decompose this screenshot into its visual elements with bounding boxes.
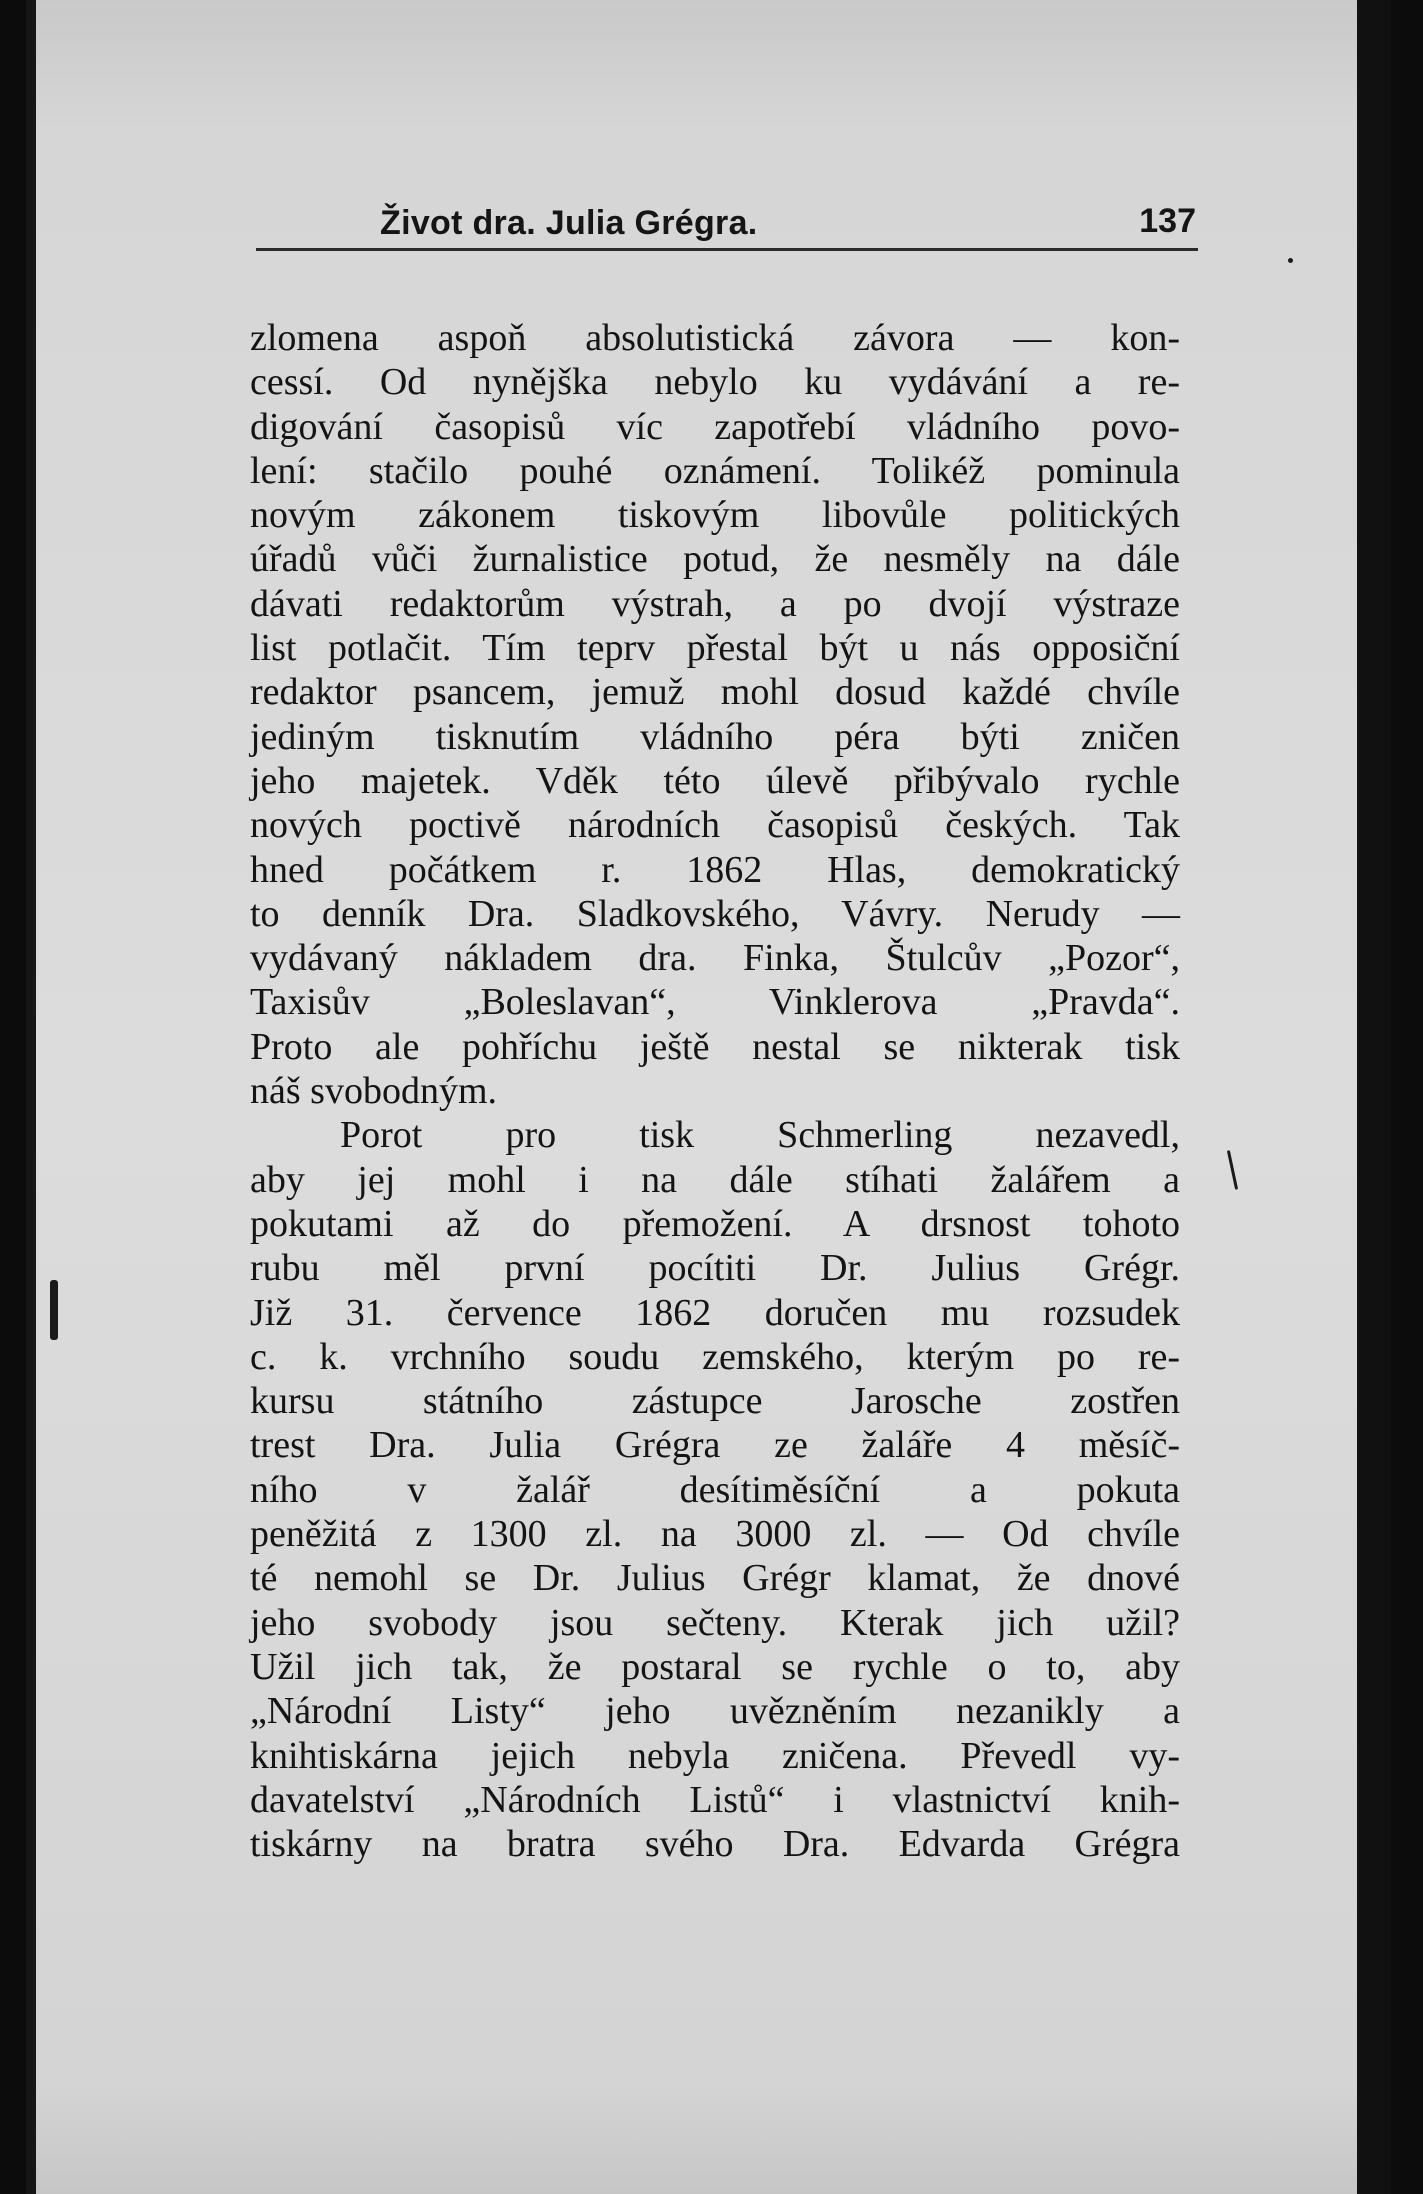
page-number: 137 bbox=[1139, 202, 1196, 240]
text-line: Užil jich tak, že postaral se rychle o to, aby bbox=[250, 1645, 1180, 1688]
text-line: Již 31. července 1862 doručen mu rozsudek bbox=[250, 1291, 1180, 1334]
book-page bbox=[26, 0, 1391, 2194]
scan-speck bbox=[50, 1280, 58, 1340]
text-line: to denník Dra. Sladkovského, Vávry. Nerudy — bbox=[250, 892, 1180, 935]
text-line: c. k. vrchního soudu zemského, kterým po re- bbox=[250, 1335, 1180, 1378]
text-line: peněžitá z 1300 zl. na 3000 zl. — Od chvíle bbox=[250, 1513, 1180, 1556]
text-line: hned počátkem r. 1862 Hlas, demokratický bbox=[250, 848, 1180, 891]
text-line: lení: stačilo pouhé oznámení. Tolikéž pominula bbox=[250, 449, 1180, 492]
text-line: té nemohl se Dr. Julius Grégr klamat, že dnové bbox=[250, 1557, 1180, 1600]
text-line: tiskárny na bratra svého Dra. Edvarda Grégra bbox=[250, 1823, 1180, 1866]
text-line: davatelství „Národních Listů“ i vlastnictví knih- bbox=[250, 1778, 1180, 1821]
text-line: Taxisův „Boleslavan“, Vinklerova „Pravda“. bbox=[250, 981, 1180, 1024]
text-line: digování časopisů víc zapotřebí vládního povo- bbox=[250, 405, 1180, 448]
text-line: cessí. Od nynějška nebylo ku vydávání a re- bbox=[250, 361, 1180, 404]
text-line: jediným tisknutím vládního péra býti zničen bbox=[250, 715, 1180, 758]
text-line-paragraph-end: náš svobodným. bbox=[250, 1070, 497, 1113]
text-line: jeho majetek. Vděk této úlevě přibývalo rychle bbox=[250, 759, 1180, 802]
body-text bbox=[250, 316, 1180, 1866]
text-line-paragraph-start: Porot pro tisk Schmerling nezavedl, bbox=[340, 1114, 1180, 1157]
text-line: zlomena aspoň absolutistická závora — kon- bbox=[250, 317, 1180, 359]
text-line: pokutami až do přemožení. A drsnost tohoto bbox=[250, 1202, 1180, 1245]
text-line: redaktor psancem, jemuž mohl dosud každé chvíle bbox=[250, 671, 1180, 714]
text-line: úřadů vůči žurnalistice potud, že nesměly na dále bbox=[250, 538, 1180, 581]
text-line: aby jej mohl i na dále stíhati žalářem a bbox=[250, 1158, 1180, 1201]
running-title: Život dra. Julia Grégra. bbox=[380, 204, 758, 242]
text-line: jeho svobody jsou sečteny. Kterak jich užil? bbox=[250, 1601, 1180, 1644]
text-line: nových poctivě národních časopisů českých. Tak bbox=[250, 804, 1180, 847]
page-right-edge bbox=[1357, 0, 1391, 2194]
text-line: rubu měl první pocítiti Dr. Julius Grégr. bbox=[250, 1247, 1180, 1290]
page-spine-shadow bbox=[26, 0, 36, 2194]
text-line: list potlačit. Tím teprv přestal být u nás opposiční bbox=[250, 627, 1180, 670]
text-line: kursu státního zástupce Jarosche zostřen bbox=[250, 1380, 1180, 1423]
text-line: „Národní Listy“ jeho uvězněním nezanikly a bbox=[250, 1690, 1180, 1733]
text-line: trest Dra. Julia Grégra ze žaláře 4 měsíč- bbox=[250, 1424, 1180, 1467]
text-line: knihtiskárna jejich nebyla zničena. Převedl vy- bbox=[250, 1734, 1180, 1777]
text-line: Proto ale pohříchu ještě nestal se nikterak tisk bbox=[250, 1025, 1180, 1068]
text-line: novým zákonem tiskovým libovůle politických bbox=[250, 494, 1180, 537]
scan-speck bbox=[1227, 1150, 1238, 1190]
text-line: vydávaný nákladem dra. Finka, Štulcův „Pozor“, bbox=[250, 937, 1180, 980]
scan-speck bbox=[1288, 258, 1293, 263]
page-header bbox=[256, 198, 1198, 251]
text-line: dávati redaktorům výstrah, a po dvojí výstraze bbox=[250, 582, 1180, 625]
text-line: ního v žalář desítiměsíční a pokuta bbox=[250, 1468, 1180, 1511]
